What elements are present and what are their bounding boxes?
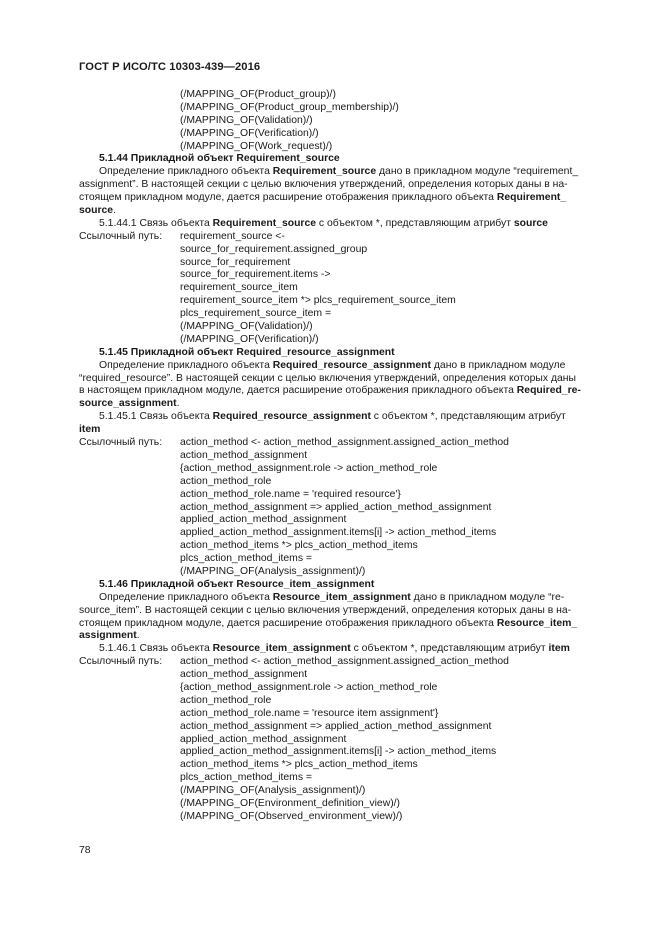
- text-run: 5.1.44.1 Связь объекта: [99, 217, 213, 229]
- code-line: applied_action_method_assignment: [180, 514, 347, 526]
- code-line: action_method_assignment: [180, 669, 308, 681]
- definition-line: [79, 630, 615, 643]
- definition-line: [79, 385, 615, 398]
- subsection-5-1-46-1: [79, 643, 615, 656]
- definition-line: [79, 205, 615, 218]
- code-line: requirement_source <-: [180, 230, 285, 242]
- code-line: action_method_items *> plcs_action_method_items: [180, 540, 418, 552]
- text-run: 5.1.45.1 Связь объекта: [99, 411, 213, 423]
- definition-line: [79, 179, 615, 192]
- text-run: Определение прикладного объекта: [99, 359, 273, 371]
- document-header: ГОСТ Р ИСО/ТС 10303-439—2016: [79, 61, 261, 73]
- definition-line: [79, 192, 615, 205]
- definition-line: [79, 373, 615, 386]
- bold-term: source_assignment: [79, 398, 177, 410]
- code-line: (/MAPPING_OF(Analysis_assignment)/): [180, 785, 366, 797]
- code-line: (/MAPPING_OF(Observed_environment_view)/): [180, 810, 403, 822]
- text-run: с объектом *, представляющим атрибут: [316, 217, 514, 229]
- code-line: plcs_requirement_source_item =: [180, 308, 332, 320]
- page-number: 78: [79, 845, 91, 856]
- definition-line: [79, 398, 615, 411]
- section-heading-5-1-45: 5.1.45 Прикладной объект Required_resource_assignment: [99, 346, 395, 358]
- section-5-1-45-definition: [79, 360, 615, 412]
- document-body: [79, 89, 615, 824]
- code-line: plcs_action_method_items =: [180, 553, 312, 565]
- code-line: action_method_assignment => applied_action_method_assignment: [180, 720, 492, 732]
- subsection-5-1-45-1: [79, 411, 615, 437]
- bold-term: item: [79, 424, 101, 436]
- definition-line: [79, 166, 615, 179]
- code-line: action_method <- action_method_assignment.assigned_action_method: [180, 656, 509, 668]
- bold-term: Required_resource_assignment: [212, 411, 371, 423]
- code-line: action_method_role: [180, 475, 272, 487]
- reference-path-row: [79, 437, 615, 450]
- bold-term: Requirement_source: [212, 217, 317, 229]
- code-line: applied_action_method_assignment: [180, 733, 347, 745]
- reference-path-label: Ссылочный путь:: [79, 437, 163, 449]
- code-line: action_method_role.name = 'required resource'}: [180, 488, 401, 500]
- section-5-1-44-definition: [79, 166, 615, 218]
- text-run: .: [136, 630, 140, 642]
- code-line: {action_method_assignment.role -> action_method_role: [180, 462, 438, 474]
- text-run: дано в прикладном модуле “requirement_: [376, 166, 579, 178]
- definition-line: [79, 605, 615, 618]
- code-line: (/MAPPING_OF(Environment_definition_view)/): [180, 797, 401, 809]
- reference-path-5-1-44-1: [79, 231, 615, 347]
- reference-path-5-1-45-1: [79, 437, 615, 579]
- subsection-5-1-44-1: [79, 218, 615, 231]
- text-run: Определение прикладного объекта: [99, 591, 273, 603]
- reference-path-label: Ссылочный путь:: [79, 656, 163, 668]
- code-line: source_for_requirement.items ->: [180, 269, 331, 281]
- code-line: {action_method_assignment.role -> action_method_role: [180, 681, 438, 693]
- reference-path-label: Ссылочный путь:: [79, 230, 163, 242]
- text-run: Определение прикладного объекта: [99, 166, 273, 178]
- top-code-block: [79, 89, 615, 153]
- text-run: с объектом *, представляющим атрибут: [350, 643, 549, 655]
- text-run: .: [176, 398, 180, 410]
- code-line: applied_action_method_assignment.items[i] -> action_method_items: [180, 746, 497, 758]
- bold-term: source: [513, 217, 548, 229]
- text-run: с объектом *, представляющим атрибут: [370, 411, 566, 423]
- text-run: assignment”. В настоящей секции с целью включения утверждений, определения которых даны в на-: [79, 179, 568, 191]
- subsection-line: [79, 424, 615, 437]
- text-run: “required_resource”. В настоящей секции с целью включения утверждений, определения которых даны: [79, 372, 576, 384]
- code-line: action_method_items *> plcs_action_method_items: [180, 759, 418, 771]
- code-line: (/MAPPING_OF(Verification)/): [180, 127, 319, 139]
- code-line: action_method <- action_method_assignment.assigned_action_method: [180, 437, 509, 449]
- text-run: стоящем прикладном модуле, дается расширение отображения прикладного объекта: [79, 192, 497, 204]
- section-heading-5-1-46: 5.1.46 Прикладной объект Resource_item_assignment: [99, 578, 375, 590]
- code-line: (/MAPPING_OF(Validation)/): [180, 114, 313, 126]
- code-line: (/MAPPING_OF(Work_request)/): [180, 140, 333, 152]
- bold-term: source: [79, 205, 114, 217]
- reference-path-row: [79, 656, 615, 669]
- text-run: стоящем прикладном модуле, дается расширение отображения прикладного объекта: [79, 617, 497, 629]
- code-line: action_method_role.name = 'resource item assignment'}: [180, 707, 439, 719]
- code-line: (/MAPPING_OF(Product_group)/): [180, 89, 336, 100]
- reference-path-row: [79, 231, 615, 244]
- code-line: action_method_assignment: [180, 449, 308, 461]
- code-line: (/MAPPING_OF(Validation)/): [180, 321, 313, 333]
- reference-path-5-1-46-1: [79, 656, 615, 824]
- code-line: action_method_role: [180, 694, 272, 706]
- text-run: 5.1.46.1 Связь объекта: [99, 643, 213, 655]
- code-line: applied_action_method_assignment.items[i] -> action_method_items: [180, 527, 497, 539]
- bold-term: Resource_item_assignment: [272, 591, 411, 603]
- text-run: .: [113, 205, 116, 217]
- bold-term: Resource_item_assignment: [212, 643, 351, 655]
- definition-line: [79, 360, 615, 373]
- section-5-1-46-definition: [79, 592, 615, 644]
- bold-term: Resource_item_: [496, 617, 578, 629]
- code-line: (/MAPPING_OF(Verification)/): [180, 333, 319, 345]
- bold-term: assignment: [79, 630, 137, 642]
- bold-term: Requirement_source: [272, 166, 377, 178]
- code-line: source_for_requirement.assigned_group: [180, 243, 368, 255]
- definition-line: [79, 618, 615, 631]
- bold-term: item: [548, 643, 570, 655]
- code-line: plcs_action_method_items =: [180, 772, 312, 784]
- code-line: requirement_source_item: [180, 282, 298, 294]
- bold-term: Requirement_: [496, 192, 567, 204]
- text-run: в настоящем прикладном модуле, дается расширение отображения прикладного объекта: [79, 385, 517, 397]
- subsection-line: [79, 411, 615, 424]
- section-heading-5-1-44: 5.1.44 Прикладной объект Requirement_source: [99, 153, 340, 165]
- definition-line: [79, 592, 615, 605]
- text-run: дано в прикладном модуле: [430, 359, 566, 371]
- code-line: (/MAPPING_OF(Product_group_membership)/): [180, 101, 399, 113]
- bold-term: Required_resource_assignment: [272, 359, 431, 371]
- code-line: (/MAPPING_OF(Analysis_assignment)/): [180, 565, 366, 577]
- text-run: дано в прикладном модуле “re-: [410, 591, 565, 603]
- code-line: source_for_requirement: [180, 256, 291, 268]
- bold-term: Required_re-: [516, 385, 581, 397]
- text-run: source_item”. В настоящей секции с целью включения утверждений, определения которых даны в на-: [79, 604, 572, 616]
- code-line: requirement_source_item *> plcs_requirement_source_item: [180, 295, 456, 307]
- code-line: action_method_assignment => applied_action_method_assignment: [180, 501, 492, 513]
